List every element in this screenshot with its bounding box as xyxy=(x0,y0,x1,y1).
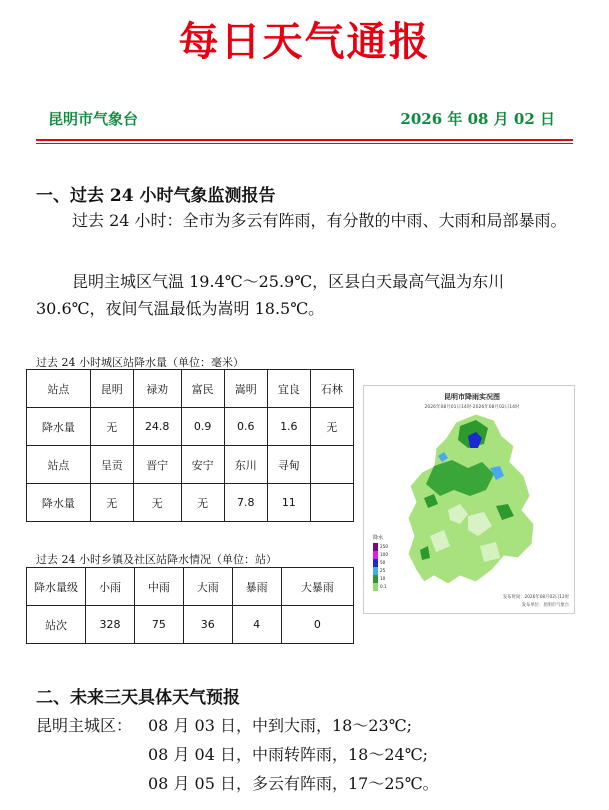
table-cell xyxy=(310,484,353,522)
table-cell: 中雨 xyxy=(134,568,183,606)
section-2-title: 二、未来三天具体天气预报 xyxy=(36,688,240,708)
table-row xyxy=(27,568,354,606)
table-row xyxy=(27,606,354,644)
table-cell: 降水量级 xyxy=(27,568,86,606)
table-cell: 站点 xyxy=(27,446,91,484)
table-cell: 晋宁 xyxy=(133,446,181,484)
table-cell: 站次 xyxy=(27,606,86,644)
table-cell: 寻甸 xyxy=(267,446,310,484)
report-date: 2026 年 08 月 02 日 xyxy=(400,110,555,128)
section-1-paragraph-2: 昆明主城区气温 19.4℃～25.9℃，区县白天最高气温为东川 30.6℃，夜间气温最低为嵩明 18.5℃。 xyxy=(36,272,505,318)
table-cell: 328 xyxy=(86,606,135,644)
header-divider-thick xyxy=(36,139,573,141)
legend-label: 10 xyxy=(380,576,386,581)
township-precip-table xyxy=(26,567,354,644)
legend-swatch xyxy=(373,551,378,559)
forecast-line: 08 月 03 日，中到大雨，18～23℃; xyxy=(148,716,412,735)
table-cell: 降水量 xyxy=(27,408,91,446)
table-cell: 石林 xyxy=(310,370,353,408)
table-row xyxy=(27,370,354,408)
section-1-title: 一、过去 24 小时气象监测报告 xyxy=(36,186,276,206)
forecast-line: 08 月 04 日，中雨转阵雨，18～24℃; xyxy=(148,745,428,764)
table-cell: 小雨 xyxy=(86,568,135,606)
header-divider-thin xyxy=(36,143,573,144)
map-publish-time: 发布时间：2026年08月02日12时 xyxy=(502,595,569,600)
legend-label: 25 xyxy=(380,568,386,573)
legend-label: 50 xyxy=(380,560,386,565)
legend-label: 250 xyxy=(380,544,388,549)
table-cell xyxy=(310,446,353,484)
table-cell: 7.8 xyxy=(224,484,267,522)
table-cell: 站点 xyxy=(27,370,91,408)
table-cell: 无 xyxy=(310,408,353,446)
table-2-caption: 过去 24 小时乡镇及社区站降水情况（单位：站） xyxy=(36,553,277,566)
table-cell: 11 xyxy=(267,484,310,522)
legend-swatch xyxy=(373,575,378,583)
table-row xyxy=(27,408,354,446)
table-cell: 降水量 xyxy=(27,484,91,522)
table-cell: 大雨 xyxy=(183,568,232,606)
table-cell: 75 xyxy=(134,606,183,644)
legend-label: 100 xyxy=(380,552,388,557)
city-station-precip-table xyxy=(26,369,354,522)
table-cell: 禄劝 xyxy=(133,370,181,408)
table-cell: 东川 xyxy=(224,446,267,484)
map-subtitle: 2026年08月01日14时-2026年08月02日14时 xyxy=(424,405,520,410)
table-cell: 无 xyxy=(90,408,133,446)
rainfall-map xyxy=(363,385,575,614)
issuing-organization: 昆明市气象台 xyxy=(48,110,139,128)
map-legend xyxy=(373,534,388,591)
legend-label: 0.1 xyxy=(380,584,387,589)
table-cell: 宜良 xyxy=(267,370,310,408)
map-legend-title: 降水 xyxy=(373,535,384,541)
table-cell: 无 xyxy=(181,484,224,522)
table-cell: 暴雨 xyxy=(232,568,281,606)
table-cell: 嵩明 xyxy=(224,370,267,408)
map-title: 昆明市降雨实况图 xyxy=(444,393,500,401)
table-cell: 昆明 xyxy=(90,370,133,408)
table-cell: 富民 xyxy=(181,370,224,408)
table-row xyxy=(27,446,354,484)
table-cell: 无 xyxy=(133,484,181,522)
table-cell: 1.6 xyxy=(267,408,310,446)
table-cell: 安宁 xyxy=(181,446,224,484)
forecast-location-label: 昆明主城区： xyxy=(36,716,133,735)
legend-swatch xyxy=(373,543,378,551)
table-cell: 0.6 xyxy=(224,408,267,446)
table-cell: 24.8 xyxy=(133,408,181,446)
legend-swatch xyxy=(373,559,378,567)
table-row xyxy=(27,484,354,522)
legend-swatch xyxy=(373,567,378,575)
forecast-line: 08 月 05 日，多云有阵雨，17～25℃。 xyxy=(148,774,439,793)
table-cell: 4 xyxy=(232,606,281,644)
table-cell: 无 xyxy=(90,484,133,522)
legend-swatch xyxy=(373,583,378,591)
section-1-paragraph-1: 过去 24 小时：全市为多云有阵雨，有分散的中雨、大雨和局部暴雨。 xyxy=(72,211,567,230)
table-cell: 0 xyxy=(281,606,353,644)
table-1-caption: 过去 24 小时城区站降水量（单位：毫米） xyxy=(36,356,244,369)
page-title: 每日天气通报 xyxy=(178,18,431,65)
table-cell: 0.9 xyxy=(181,408,224,446)
map-publisher: 发布单位：昆明市气象台 xyxy=(521,603,569,608)
table-cell: 36 xyxy=(183,606,232,644)
kunming-region-shape xyxy=(408,414,534,584)
table-cell: 呈贡 xyxy=(90,446,133,484)
table-cell: 大暴雨 xyxy=(281,568,353,606)
